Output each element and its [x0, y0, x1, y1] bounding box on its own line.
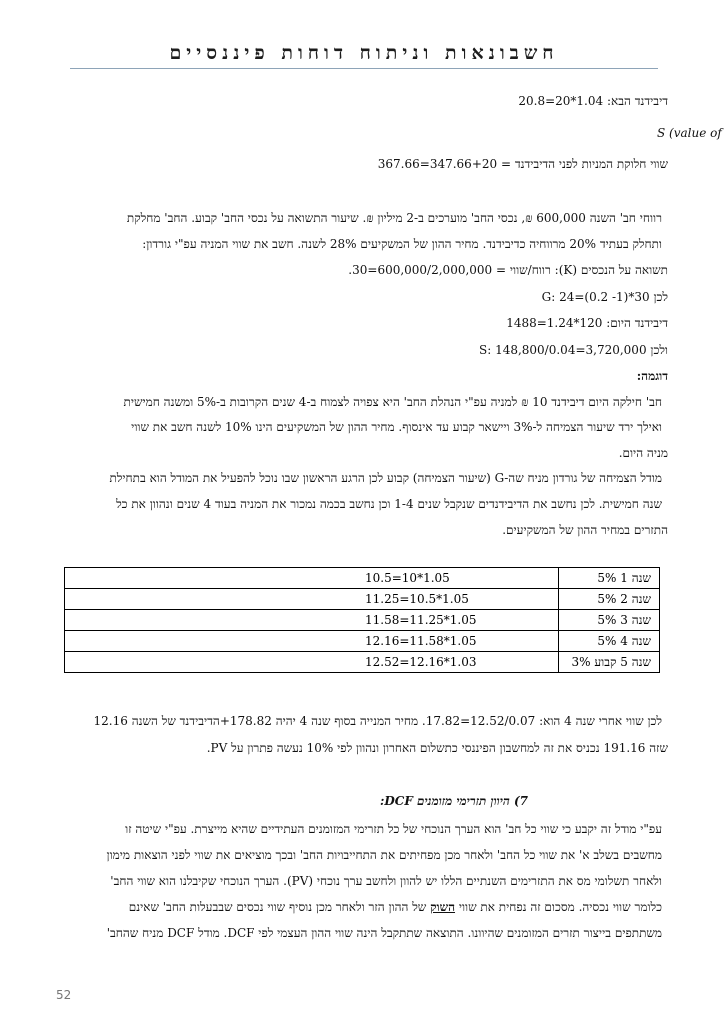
text-line-dcf-1: עפ"י מודל זה יקבע כי שווי כל חב' הוא הערך הנוכחי של כל תזרימי המזומנים העתידיים שהיא מייצרת. עפ"י שיטה זו [125, 822, 662, 836]
text-line-profits: רווחי חב' השנה 600,000 ₪, נכסי החב' מוערכים ב-2 מיליון ₪. שיעור התשואה על נכסי החב' קבוע. החב' מחלקת [126, 211, 662, 225]
text-fragment: של ההון הזר ולאחר מכן נוסיף שווי נכסים שבבעלות החב' שאינם [128, 900, 431, 914]
table-cell-calc: 1.05*10=10.5 [65, 568, 559, 589]
text-line-next-dividend: דיבידנד הבא: 1.04*20=20.8 [518, 94, 668, 108]
emphasized-word-market: השוק [430, 900, 456, 914]
table-cell-year: שנה 2 5% [559, 589, 660, 610]
page-number: 52 [56, 988, 72, 1002]
table-cell-calc: 1.05*11.58=12.16 [65, 631, 559, 652]
text-line-share-value: שווי חלוקת המניות לפני הדיבידנד = 347.66+20=367.66 [377, 157, 668, 171]
text-line-example-1: חב' חילקה היום דיבידנד 10 ₪ למניה עפ"י הנהלת החב' היא צפויה לצמוח ב-4 שנים הקרובות ב-5% ומשנה חמישית [123, 395, 662, 409]
text-line-gordon-2: שנה חמישית. לכן נחשב את הדיבידנדים שנקבל שנים 1-4 וכן נחשב בכמה נמכור את המניה בעוד 4 שנים ונהוון את כל [116, 497, 662, 511]
text-line-value-after-year-4: לכן שווי אחרי שנה 4 הוא: 12.52/0.07=17.82. מחיר המנייה בסוף שנה 4 יהיה 178.82+הדיבידנד של השנה 12.16 [93, 714, 662, 728]
text-line-dcf-5: משתתפים בייצור תזרים המזומנים שהיוונו. התוצאה שתתקבל הינה שווי ההון העצמי לפי DCF. מודל DCF מניח שהחב' [106, 926, 662, 940]
table-cell-year: שנה 4 5% [559, 631, 660, 652]
table-cell-calc: 1.03*12.16=12.52 [65, 652, 559, 673]
table-row [65, 631, 660, 652]
page-header-title: חשבונאות וניתוח דוחות פיננסיים [169, 42, 559, 64]
text-line-share-price: ולכן S: 148,800/0.04=3,720,000 [478, 343, 668, 357]
table-row [65, 589, 660, 610]
table-cell-year: שנה 1 5% [559, 568, 660, 589]
text-line-growth: לכן G: 24=(0.2 -1)*30 [541, 290, 668, 304]
table-row [65, 652, 660, 673]
text-line-example-3: מניה היום. [618, 446, 668, 460]
text-line-dcf-4 [129, 900, 662, 915]
table-cell-year: שנה 5 קבוע 3% [559, 652, 660, 673]
table-cell-calc: 1.05*11.25=11.58 [65, 610, 559, 631]
text-line-dividend-today: דיבידנד היום: 120*1.24=1488 [506, 316, 668, 330]
text-line-return-on-assets: תשואה על הנכסים (K): רווח/שווי = 600,000/2,000,000=30. [348, 263, 668, 277]
section-heading-dcf: 7) היוון תזרימי מזומנים DCF: [379, 794, 528, 808]
text-line-pv-solution: שזה 191.16 נכניס את זה למחשבון הפיננסי כתשלום האחרון ונהוון לפי 10% נעשה פתרון על PV. [206, 741, 668, 755]
example-heading: דוגמה: [636, 369, 668, 383]
text-fragment: כלומר שווי נכסיה. מסכום זה נפחית את שווי [455, 900, 662, 914]
text-line-gordon-3: התזרים במחיר ההון של המשקיעים. [502, 523, 668, 537]
table-cell-year: שנה 3 5% [559, 610, 660, 631]
table-row [65, 610, 660, 631]
table-cell-calc: 1.05*10.5=11.25 [65, 589, 559, 610]
text-line-dcf-2: מחשבים בשלב א' את שווי כל החב' ולאחר מכן מפחיתים את התחייבויות החב' ובכך מוציאים את שווי לפני הוצאות מימון [106, 848, 662, 862]
text-line-example-2: ואילך ירד שיעור הצמיחה ל-3% ויישאר קבוע עד אינסוף. מחיר ההון של המשקיעים הינו 10% לשנה חשב את שווי [131, 420, 662, 434]
text-line-distribution: ותחלק בעתיד 20% מרווחיה כדיבידנד. מחיר ההון של המשקיעים 28% לשנה. חשב את שווי המניה עפ"י גורדון: [142, 237, 662, 251]
dividend-growth-table [64, 567, 660, 673]
text-line-dcf-3: ולאחר תשלומי מס את התזרימים השנתיים הללו יש להוון ולחשב ערך נוכחי (PV). הערך הנוכחי שקיבלנו הוא שווי החב' [110, 874, 662, 888]
header-divider [70, 68, 658, 69]
table-row [65, 568, 660, 589]
text-line-gordon-1: מודל הצמיחה של גורדון מניח שה-G (שיעור הצמיחה) קבוע לכן הרגע הראשון שבו נוכל להפעיל את המודל הוא בתחילת [109, 471, 662, 485]
text-line-value-fragment: S (value of [657, 126, 722, 140]
